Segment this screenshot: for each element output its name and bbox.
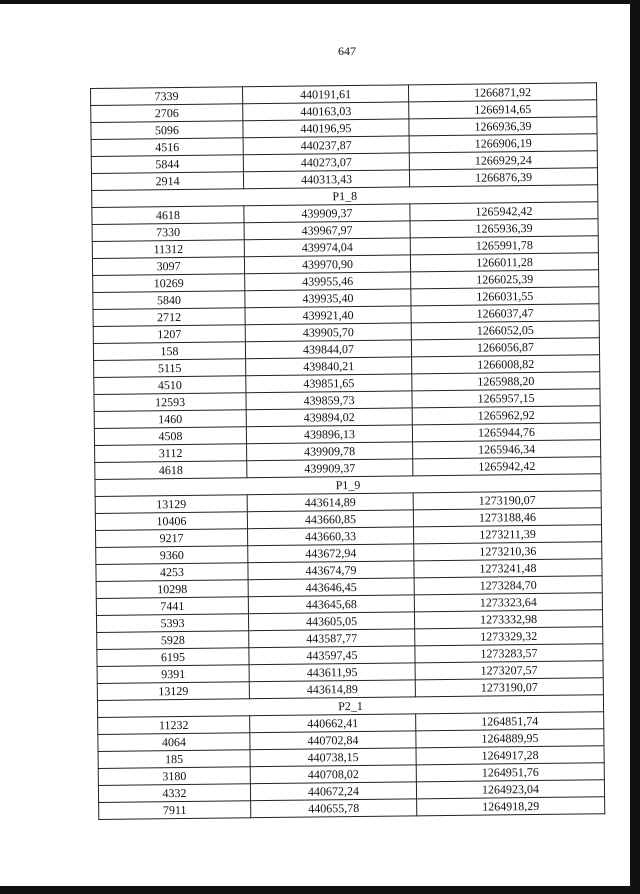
point-number-cell: 4516 — [91, 138, 243, 157]
point-number-cell: 4253 — [96, 563, 248, 582]
point-number-cell: 9217 — [96, 529, 248, 548]
x-coordinate-cell: 439974,04 — [244, 238, 410, 257]
y-coordinate-cell: 1266031,55 — [411, 287, 599, 306]
y-coordinate-cell: 1265936,39 — [410, 219, 598, 238]
section-label: P1_9 — [95, 474, 601, 497]
y-coordinate-cell: 1265991,78 — [410, 236, 598, 255]
x-coordinate-cell: 443674,79 — [248, 561, 414, 580]
point-number-cell: 2914 — [91, 172, 243, 191]
x-coordinate-cell: 443646,45 — [248, 578, 414, 597]
x-coordinate-cell: 439909,37 — [247, 459, 413, 478]
y-coordinate-cell: 1264851,74 — [416, 712, 604, 731]
point-number-cell: 11312 — [92, 240, 244, 259]
x-coordinate-cell: 439859,73 — [246, 391, 412, 410]
x-coordinate-cell: 443645,68 — [248, 595, 414, 614]
y-coordinate-cell: 1266876,39 — [409, 168, 597, 187]
point-number-cell: 2712 — [93, 308, 245, 327]
x-coordinate-cell: 439844,07 — [245, 340, 411, 359]
point-number-cell: 7911 — [99, 801, 251, 820]
y-coordinate-cell: 1266011,28 — [410, 253, 598, 272]
coordinates-table — [90, 82, 605, 820]
y-coordinate-cell: 1265957,15 — [412, 389, 600, 408]
x-coordinate-cell: 440273,07 — [243, 153, 409, 172]
x-coordinate-cell: 440163,03 — [243, 102, 409, 121]
scan-edge-bottom — [0, 886, 640, 894]
y-coordinate-cell: 1273207,57 — [415, 661, 603, 680]
x-coordinate-cell: 439851,65 — [246, 374, 412, 393]
point-number-cell: 7441 — [96, 597, 248, 616]
section-label: P1_8 — [92, 185, 598, 208]
y-coordinate-cell: 1266906,19 — [409, 134, 597, 153]
point-number-cell: 1460 — [94, 410, 246, 429]
point-number-cell: 9360 — [96, 546, 248, 565]
section-label: P2_1 — [97, 695, 603, 718]
table-body — [91, 83, 605, 820]
y-coordinate-cell: 1273241,48 — [414, 559, 602, 578]
point-number-cell: 5115 — [94, 359, 246, 378]
y-coordinate-cell: 1264918,29 — [417, 797, 605, 816]
point-number-cell: 5393 — [96, 614, 248, 633]
y-coordinate-cell: 1273323,64 — [414, 593, 602, 612]
point-number-cell: 4508 — [94, 427, 246, 446]
point-number-cell: 5096 — [91, 121, 243, 140]
x-coordinate-cell: 443660,33 — [248, 527, 414, 546]
point-number-cell: 10406 — [95, 512, 247, 531]
y-coordinate-cell: 1273210,36 — [414, 542, 602, 561]
y-coordinate-cell: 1265944,76 — [412, 423, 600, 442]
y-coordinate-cell: 1264951,76 — [416, 763, 604, 782]
x-coordinate-cell: 439921,40 — [245, 306, 411, 325]
point-number-cell: 12593 — [94, 393, 246, 412]
point-number-cell: 5928 — [97, 631, 249, 650]
point-number-cell: 7339 — [91, 87, 243, 106]
y-coordinate-cell: 1264917,28 — [416, 746, 604, 765]
point-number-cell: 5840 — [93, 291, 245, 310]
x-coordinate-cell: 439909,78 — [247, 442, 413, 461]
coordinates-sheet — [90, 82, 604, 820]
point-number-cell: 3180 — [98, 767, 250, 786]
x-coordinate-cell: 443672,94 — [248, 544, 414, 563]
point-number-cell: 4618 — [95, 461, 247, 480]
point-number-cell: 10298 — [96, 580, 248, 599]
y-coordinate-cell: 1264923,04 — [416, 780, 604, 799]
point-number-cell: 4618 — [92, 206, 244, 225]
x-coordinate-cell: 440662,41 — [250, 714, 416, 733]
point-number-cell: 6195 — [97, 648, 249, 667]
y-coordinate-cell: 1266871,92 — [408, 83, 596, 102]
point-number-cell: 9391 — [97, 665, 249, 684]
x-coordinate-cell: 440313,43 — [243, 170, 409, 189]
x-coordinate-cell: 440738,15 — [250, 748, 416, 767]
x-coordinate-cell: 439970,90 — [244, 255, 410, 274]
y-coordinate-cell: 1265946,34 — [413, 440, 601, 459]
y-coordinate-cell: 1266914,65 — [409, 100, 597, 119]
x-coordinate-cell: 440708,02 — [250, 765, 416, 784]
x-coordinate-cell: 443605,05 — [248, 612, 414, 631]
point-number-cell: 185 — [98, 750, 250, 769]
x-coordinate-cell: 439840,21 — [246, 357, 412, 376]
point-number-cell: 13129 — [95, 495, 247, 514]
y-coordinate-cell: 1266008,82 — [412, 355, 600, 374]
y-coordinate-cell: 1273332,98 — [414, 610, 602, 629]
x-coordinate-cell: 443614,89 — [247, 493, 413, 512]
point-number-cell: 4064 — [98, 733, 250, 752]
point-number-cell: 158 — [93, 342, 245, 361]
y-coordinate-cell: 1273283,57 — [415, 644, 603, 663]
x-coordinate-cell: 439967,97 — [244, 221, 410, 240]
x-coordinate-cell: 439905,70 — [245, 323, 411, 342]
x-coordinate-cell: 439935,40 — [245, 289, 411, 308]
y-coordinate-cell: 1266037,47 — [411, 304, 599, 323]
point-number-cell: 5844 — [91, 155, 243, 174]
x-coordinate-cell: 440196,95 — [243, 119, 409, 138]
point-number-cell: 1207 — [93, 325, 245, 344]
scan-edge-top — [0, 0, 640, 4]
x-coordinate-cell: 443597,45 — [249, 646, 415, 665]
x-coordinate-cell: 440655,78 — [251, 799, 417, 818]
y-coordinate-cell: 1273211,39 — [413, 525, 601, 544]
x-coordinate-cell: 439896,13 — [246, 425, 412, 444]
y-coordinate-cell: 1266056,87 — [411, 338, 599, 357]
y-coordinate-cell: 1265988,20 — [412, 372, 600, 391]
x-coordinate-cell: 443660,85 — [247, 510, 413, 529]
y-coordinate-cell: 1266052,05 — [411, 321, 599, 340]
point-number-cell: 7330 — [92, 223, 244, 242]
point-number-cell: 10269 — [93, 274, 245, 293]
y-coordinate-cell: 1273188,46 — [413, 508, 601, 527]
y-coordinate-cell: 1264889,95 — [416, 729, 604, 748]
point-number-cell: 4510 — [94, 376, 246, 395]
point-number-cell: 2706 — [91, 104, 243, 123]
x-coordinate-cell: 439909,37 — [244, 204, 410, 223]
y-coordinate-cell: 1273190,07 — [415, 678, 603, 697]
x-coordinate-cell: 439894,02 — [246, 408, 412, 427]
y-coordinate-cell: 1265942,42 — [413, 457, 601, 476]
point-number-cell: 3097 — [92, 257, 244, 276]
y-coordinate-cell: 1266936,39 — [409, 117, 597, 136]
point-number-cell: 4332 — [98, 784, 250, 803]
x-coordinate-cell: 440672,24 — [250, 782, 416, 801]
scan-edge-right — [630, 0, 640, 894]
point-number-cell: 3112 — [95, 444, 247, 463]
y-coordinate-cell: 1266929,24 — [409, 151, 597, 170]
x-coordinate-cell: 440191,61 — [242, 85, 408, 104]
y-coordinate-cell: 1265942,42 — [410, 202, 598, 221]
x-coordinate-cell: 440237,87 — [243, 136, 409, 155]
x-coordinate-cell: 439955,46 — [245, 272, 411, 291]
y-coordinate-cell: 1273190,07 — [413, 491, 601, 510]
y-coordinate-cell: 1265962,92 — [412, 406, 600, 425]
y-coordinate-cell: 1273329,32 — [415, 627, 603, 646]
x-coordinate-cell: 443611,95 — [249, 663, 415, 682]
y-coordinate-cell: 1266025,39 — [411, 270, 599, 289]
page-number: 647 — [338, 44, 356, 58]
x-coordinate-cell: 443587,77 — [249, 629, 415, 648]
point-number-cell: 13129 — [97, 682, 249, 701]
point-number-cell: 11232 — [98, 716, 250, 735]
x-coordinate-cell: 440702,84 — [250, 731, 416, 750]
y-coordinate-cell: 1273284,70 — [414, 576, 602, 595]
x-coordinate-cell: 443614,89 — [249, 680, 415, 699]
